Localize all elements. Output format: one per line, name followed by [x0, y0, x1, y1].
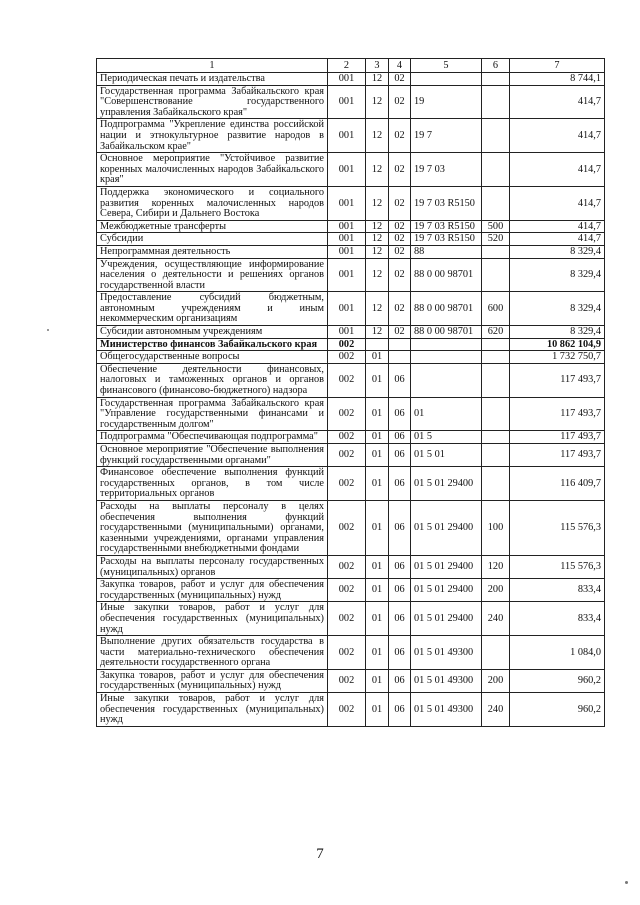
cell-name: Непрограммная деятельность [97, 245, 328, 258]
cell-amount: 115 576,3 [510, 500, 605, 555]
header-col-1: 1 [97, 59, 328, 73]
cell-section-code: 01 [366, 467, 389, 501]
cell-expense-type [482, 245, 510, 258]
cell-target-article: 01 5 01 29400 [411, 467, 482, 501]
cell-subsection-code: 06 [389, 693, 411, 727]
cell-name: Межбюджетные трансферты [97, 220, 328, 233]
cell-section-code [366, 338, 389, 351]
cell-subsection-code: 02 [389, 119, 411, 153]
cell-expense-type: 500 [482, 220, 510, 233]
table-row [97, 351, 605, 364]
table-body [97, 73, 605, 727]
cell-target-article: 01 5 01 49300 [411, 669, 482, 692]
table-row [97, 693, 605, 727]
cell-expense-type: 120 [482, 555, 510, 578]
cell-target-article [411, 73, 482, 86]
cell-amount: 8 329,4 [510, 258, 605, 292]
cell-ministry-code: 002 [328, 669, 366, 692]
cell-target-article: 01 5 01 [411, 444, 482, 467]
cell-target-article: 01 5 01 29400 [411, 500, 482, 555]
cell-expense-type [482, 338, 510, 351]
cell-section-code: 12 [366, 220, 389, 233]
cell-ministry-code: 002 [328, 500, 366, 555]
cell-target-article [411, 351, 482, 364]
cell-subsection-code: 02 [389, 186, 411, 220]
cell-ministry-code: 001 [328, 220, 366, 233]
cell-expense-type [482, 73, 510, 86]
cell-amount: 116 409,7 [510, 467, 605, 501]
cell-section-code: 01 [366, 444, 389, 467]
table-row [97, 467, 605, 501]
cell-amount: 117 493,7 [510, 363, 605, 397]
cell-name: Расходы на выплаты персоналу государственных (муниципальных) органов [97, 555, 328, 578]
cell-section-code: 01 [366, 602, 389, 636]
cell-name: Министерство финансов Забайкальского края [97, 338, 328, 351]
table-row [97, 669, 605, 692]
cell-subsection-code: 02 [389, 233, 411, 246]
cell-section-code: 01 [366, 431, 389, 444]
cell-target-article: 01 5 01 29400 [411, 602, 482, 636]
cell-expense-type: 620 [482, 326, 510, 339]
cell-target-article: 01 5 [411, 431, 482, 444]
cell-ministry-code: 001 [328, 292, 366, 326]
cell-subsection-code: 02 [389, 326, 411, 339]
cell-subsection-code: 06 [389, 555, 411, 578]
cell-target-article: 88 0 00 98701 [411, 292, 482, 326]
header-col-7: 7 [510, 59, 605, 73]
cell-subsection-code: 06 [389, 467, 411, 501]
cell-expense-type [482, 444, 510, 467]
table-row [97, 397, 605, 431]
cell-section-code: 01 [366, 579, 389, 602]
table-row [97, 153, 605, 187]
cell-ministry-code: 001 [328, 73, 366, 86]
cell-ministry-code: 001 [328, 245, 366, 258]
cell-ministry-code: 002 [328, 363, 366, 397]
cell-name: Поддержка экономического и социального развития коренных малочисленных народов Севера, Сибири и Дальнего Востока [97, 186, 328, 220]
table-row [97, 444, 605, 467]
cell-subsection-code: 02 [389, 245, 411, 258]
cell-ministry-code: 001 [328, 186, 366, 220]
cell-name: Иные закупки товаров, работ и услуг для обеспечения государственных (муниципальных) нужд [97, 693, 328, 727]
cell-subsection-code: 06 [389, 636, 411, 670]
cell-target-article: 88 0 00 98701 [411, 258, 482, 292]
cell-amount: 414,7 [510, 233, 605, 246]
cell-amount: 1 732 750,7 [510, 351, 605, 364]
table-row [97, 258, 605, 292]
cell-subsection-code: 06 [389, 397, 411, 431]
cell-target-article: 19 7 03 R5150 [411, 186, 482, 220]
table-row [97, 73, 605, 86]
cell-ministry-code: 002 [328, 602, 366, 636]
header-col-5: 5 [411, 59, 482, 73]
cell-amount: 414,7 [510, 220, 605, 233]
cell-subsection-code: 06 [389, 363, 411, 397]
cell-amount: 8 744,1 [510, 73, 605, 86]
cell-amount: 1 084,0 [510, 636, 605, 670]
table-row [97, 602, 605, 636]
table-row [97, 292, 605, 326]
cell-section-code: 12 [366, 119, 389, 153]
cell-ministry-code: 002 [328, 338, 366, 351]
cell-expense-type: 100 [482, 500, 510, 555]
header-col-4: 4 [389, 59, 411, 73]
cell-expense-type [482, 153, 510, 187]
cell-subsection-code: 06 [389, 444, 411, 467]
scan-speck [625, 881, 628, 884]
cell-target-article: 19 7 03 R5150 [411, 233, 482, 246]
cell-expense-type [482, 363, 510, 397]
cell-section-code: 01 [366, 669, 389, 692]
cell-section-code: 12 [366, 258, 389, 292]
cell-subsection-code: 02 [389, 73, 411, 86]
cell-target-article: 19 [411, 85, 482, 119]
cell-name: Общегосударственные вопросы [97, 351, 328, 364]
cell-expense-type: 200 [482, 669, 510, 692]
cell-ministry-code: 002 [328, 397, 366, 431]
cell-expense-type [482, 119, 510, 153]
header-col-6: 6 [482, 59, 510, 73]
cell-subsection-code: 02 [389, 292, 411, 326]
cell-amount: 414,7 [510, 119, 605, 153]
cell-target-article: 19 7 03 [411, 153, 482, 187]
cell-section-code: 01 [366, 500, 389, 555]
cell-amount: 117 493,7 [510, 431, 605, 444]
cell-name: Основное мероприятие "Устойчивое развитие коренных малочисленных народов Забайкальского края" [97, 153, 328, 187]
cell-ministry-code: 002 [328, 467, 366, 501]
table-row [97, 579, 605, 602]
cell-name: Предоставление субсидий бюджетным, автономным учреждениям и иным некоммерческим организациям [97, 292, 328, 326]
cell-section-code: 12 [366, 186, 389, 220]
cell-ministry-code: 002 [328, 444, 366, 467]
table-row [97, 555, 605, 578]
cell-name: Государственная программа Забайкальского края "Управление государственными финансами и государственным долгом" [97, 397, 328, 431]
cell-section-code: 12 [366, 233, 389, 246]
cell-amount: 414,7 [510, 85, 605, 119]
cell-section-code: 12 [366, 326, 389, 339]
cell-expense-type [482, 636, 510, 670]
cell-expense-type [482, 351, 510, 364]
cell-subsection-code: 02 [389, 85, 411, 119]
header-col-2: 2 [328, 59, 366, 73]
cell-section-code: 01 [366, 397, 389, 431]
cell-target-article: 19 7 [411, 119, 482, 153]
cell-subsection-code: 06 [389, 500, 411, 555]
cell-expense-type [482, 467, 510, 501]
cell-name: Закупка товаров, работ и услуг для обеспечения государственных (муниципальных) нужд [97, 579, 328, 602]
cell-amount: 8 329,4 [510, 245, 605, 258]
cell-amount: 833,4 [510, 602, 605, 636]
cell-subsection-code [389, 351, 411, 364]
cell-amount: 117 493,7 [510, 444, 605, 467]
cell-ministry-code: 001 [328, 85, 366, 119]
cell-amount: 414,7 [510, 153, 605, 187]
table-row [97, 233, 605, 246]
table-row [97, 363, 605, 397]
table-row [97, 186, 605, 220]
cell-amount: 960,2 [510, 693, 605, 727]
cell-name: Выполнение других обязательств государства в части материально-технического обеспечения деятельности государственного органа [97, 636, 328, 670]
table-header-row [97, 59, 605, 73]
cell-section-code: 12 [366, 292, 389, 326]
cell-name: Подпрограмма "Обеспечивающая подпрограмма" [97, 431, 328, 444]
cell-name: Финансовое обеспечение выполнения функций государственных органов, в том числе территориальных органов [97, 467, 328, 501]
cell-amount: 117 493,7 [510, 397, 605, 431]
cell-section-code: 01 [366, 693, 389, 727]
cell-ministry-code: 002 [328, 431, 366, 444]
cell-target-article: 01 5 01 49300 [411, 636, 482, 670]
cell-expense-type: 240 [482, 602, 510, 636]
table-row [97, 636, 605, 670]
cell-subsection-code: 02 [389, 153, 411, 187]
cell-name: Учреждения, осуществляющие информирование населения о деятельности и решениях органов государственной власти [97, 258, 328, 292]
cell-name: Закупка товаров, работ и услуг для обеспечения государственных (муниципальных) нужд [97, 669, 328, 692]
cell-name: Периодическая печать и издательства [97, 73, 328, 86]
cell-section-code: 12 [366, 153, 389, 187]
cell-expense-type: 600 [482, 292, 510, 326]
cell-ministry-code: 002 [328, 351, 366, 364]
cell-subsection-code: 02 [389, 220, 411, 233]
table-row [97, 326, 605, 339]
cell-target-article: 01 5 01 49300 [411, 693, 482, 727]
cell-target-article: 19 7 03 R5150 [411, 220, 482, 233]
cell-ministry-code: 001 [328, 258, 366, 292]
cell-ministry-code: 001 [328, 233, 366, 246]
cell-expense-type: 520 [482, 233, 510, 246]
cell-ministry-code: 001 [328, 326, 366, 339]
cell-section-code: 01 [366, 351, 389, 364]
table-row [97, 220, 605, 233]
cell-amount: 960,2 [510, 669, 605, 692]
cell-ministry-code: 001 [328, 153, 366, 187]
cell-ministry-code: 002 [328, 636, 366, 670]
cell-name: Расходы на выплаты персоналу в целях обеспечения выполнения функций государственными (муниципальными) органами, казенными учреждениями, органами управления государственными внебюджетными фондами [97, 500, 328, 555]
table-row [97, 500, 605, 555]
cell-name: Подпрограмма "Укрепление единства российской нации и этнокультурное развитие народов в Забайкальском крае" [97, 119, 328, 153]
cell-name: Государственная программа Забайкальского края "Совершенствование государственного управления Забайкальского края" [97, 85, 328, 119]
cell-target-article: 88 0 00 98701 [411, 326, 482, 339]
table-row [97, 338, 605, 351]
cell-expense-type [482, 186, 510, 220]
table-row [97, 119, 605, 153]
cell-ministry-code: 001 [328, 119, 366, 153]
cell-subsection-code: 06 [389, 579, 411, 602]
cell-subsection-code: 06 [389, 602, 411, 636]
cell-ministry-code: 002 [328, 693, 366, 727]
cell-subsection-code: 06 [389, 431, 411, 444]
cell-target-article [411, 338, 482, 351]
cell-target-article: 01 5 01 29400 [411, 579, 482, 602]
table-row [97, 85, 605, 119]
cell-ministry-code: 002 [328, 579, 366, 602]
cell-target-article [411, 363, 482, 397]
cell-expense-type [482, 431, 510, 444]
table-row [97, 245, 605, 258]
cell-name: Иные закупки товаров, работ и услуг для обеспечения государственных (муниципальных) нужд [97, 602, 328, 636]
page-number: 7 [316, 846, 324, 862]
budget-table [96, 58, 605, 727]
cell-expense-type: 200 [482, 579, 510, 602]
cell-section-code: 12 [366, 245, 389, 258]
cell-amount: 8 329,4 [510, 292, 605, 326]
cell-target-article: 88 [411, 245, 482, 258]
cell-section-code: 01 [366, 363, 389, 397]
cell-target-article: 01 5 01 29400 [411, 555, 482, 578]
cell-subsection-code [389, 338, 411, 351]
cell-expense-type: 240 [482, 693, 510, 727]
cell-amount: 8 329,4 [510, 326, 605, 339]
cell-amount: 10 862 104,9 [510, 338, 605, 351]
cell-subsection-code: 06 [389, 669, 411, 692]
cell-section-code: 12 [366, 85, 389, 119]
cell-name: Обеспечение деятельности финансовых, налоговых и таможенных органов и органов финансового (финансово-бюджетного) надзора [97, 363, 328, 397]
cell-ministry-code: 002 [328, 555, 366, 578]
cell-target-article: 01 [411, 397, 482, 431]
cell-name: Субсидии [97, 233, 328, 246]
cell-amount: 833,4 [510, 579, 605, 602]
scan-speck [47, 329, 49, 331]
cell-amount: 115 576,3 [510, 555, 605, 578]
cell-section-code: 12 [366, 73, 389, 86]
cell-name: Основное мероприятие "Обеспечение выполнения функций государственными органами" [97, 444, 328, 467]
cell-section-code: 01 [366, 636, 389, 670]
cell-expense-type [482, 85, 510, 119]
cell-subsection-code: 02 [389, 258, 411, 292]
cell-section-code: 01 [366, 555, 389, 578]
table-row [97, 431, 605, 444]
cell-expense-type [482, 397, 510, 431]
cell-name: Субсидии автономным учреждениям [97, 326, 328, 339]
cell-expense-type [482, 258, 510, 292]
cell-amount: 414,7 [510, 186, 605, 220]
header-col-3: 3 [366, 59, 389, 73]
